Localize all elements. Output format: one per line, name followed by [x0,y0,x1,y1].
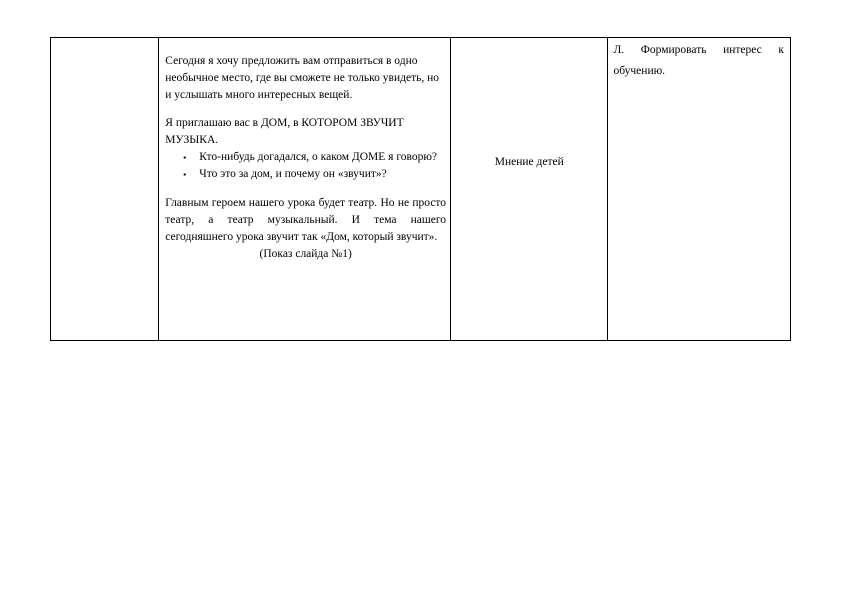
table-row [51,38,791,341]
bullet-square-icon: ▪ [183,153,187,162]
student-activity-cell [451,38,608,341]
goal-text: Л. Формировать интерес к обучению. [613,44,784,77]
question-text: Что это за дом, и почему он «звучит»? [199,168,387,180]
question-text: Кто-нибудь догадался, о каком ДОМЕ я говорю? [199,151,438,163]
question-list [165,149,446,183]
outcomes-cell [608,38,791,341]
bullet-square-icon: ▪ [183,170,187,179]
stage-cell [51,38,159,341]
slide-note: (Показ слайда №1) [259,248,352,260]
intro-paragraph: Сегодня я хочу предложить вам отправиться в одно необычное место, где вы сможете не только увидеть, но и услышать много интересных вещей. [165,55,440,101]
teacher-activity-cell [159,38,451,341]
lesson-plan-table [50,37,791,341]
invite-paragraph: Я приглашаю вас в ДОМ, в КОТОРОМ ЗВУЧИТ МУЗЫКА. [165,117,404,146]
list-item [181,166,446,183]
children-answer-text: Мнение детей [494,156,564,168]
main-paragraph: Главным героем нашего урока будет театр. Но не просто театр, а театр музыкальный. И тема нашего сегодняшнего урока звучит так «Дом, который звучит». [165,197,447,243]
list-item [181,149,446,166]
